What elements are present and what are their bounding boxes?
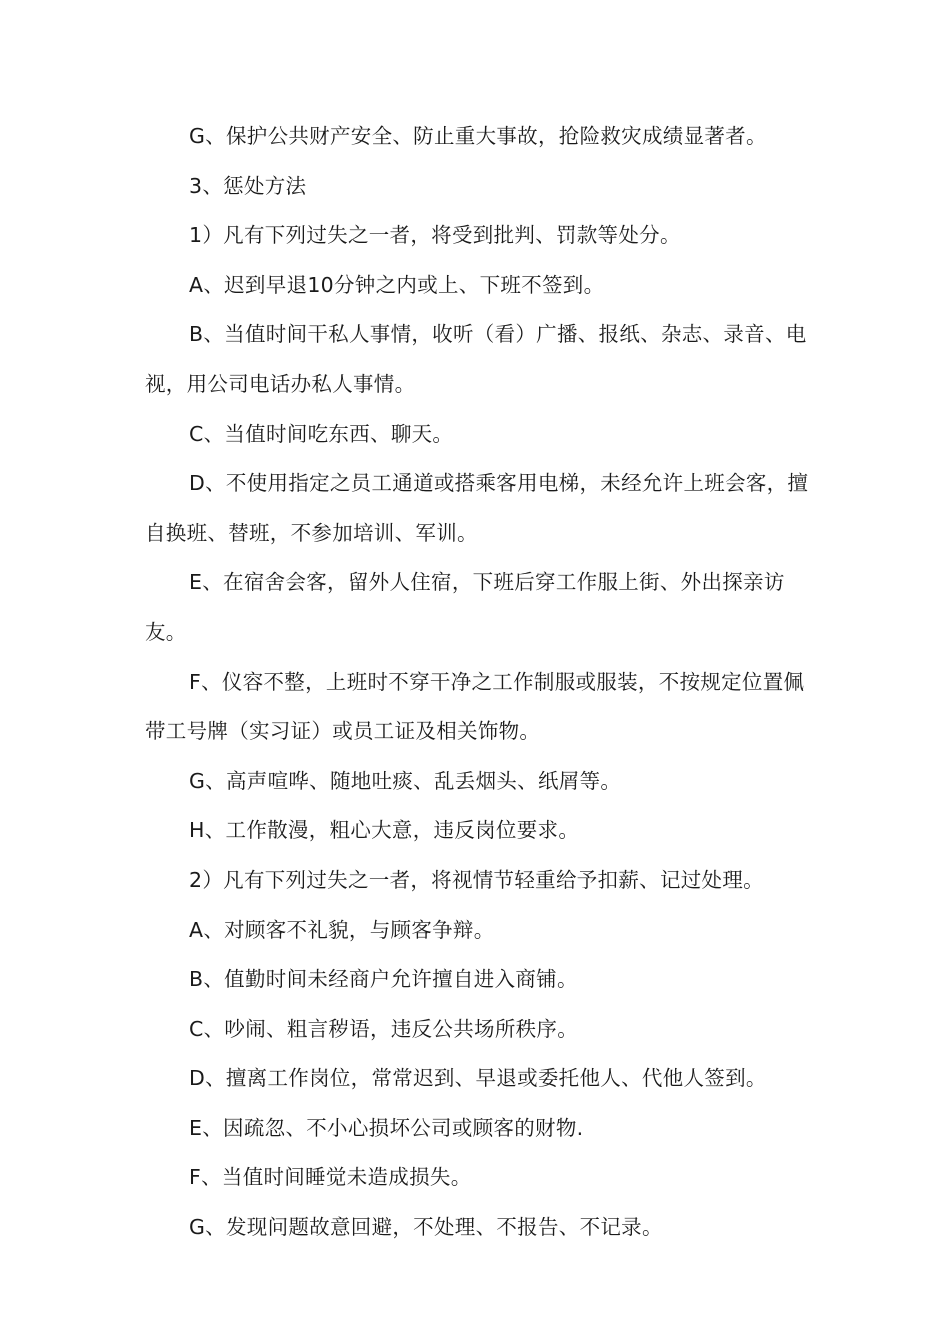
paragraph-1a: A、迟到早退10分钟之内或上、下班不签到。 — [189, 272, 605, 297]
paragraph-g-reward: G、保护公共财产安全、防止重大事故，抢险救灾成绩显著者。 — [189, 124, 767, 148]
paragraph-1e: E、在宿舍会客，留外人住宿，下班后穿工作服上街、外出探亲访友。 — [145, 570, 785, 644]
paragraph-2b: B、值勤时间未经商户允许擅自进入商铺。 — [189, 967, 578, 992]
paragraph-2g: G、发现问题故意回避，不处理、不报告、不记录。 — [189, 1215, 663, 1240]
paragraph-2a: A、对顾客不礼貌，与顾客争辩。 — [189, 917, 495, 942]
section-heading-punishment-methods: 3、惩处方法 — [189, 173, 307, 198]
paragraph-2c: C、吵闹、粗言秽语，违反公共场所秩序。 — [189, 1016, 579, 1041]
paragraph-1d: D、不使用指定之员工通道或搭乘客用电梯，未经允许上班会客，擅自换班、替班，不参加培训、军训。 — [145, 471, 809, 545]
paragraph-1g: G、高声喧哗、随地吐痰、乱丢烟头、纸屑等。 — [189, 768, 622, 793]
paragraph-1b: B、当值时间干私人事情，收听（看）广播、报纸、杂志、录音、电视，用公司电话办私人事情。 — [145, 322, 807, 396]
paragraph-2e: E、因疏忽、不小心损坏公司或顾客的财物. — [189, 1115, 584, 1140]
paragraph-rule-1-intro: 1）凡有下列过失之一者，将受到批判、罚款等处分。 — [189, 223, 681, 248]
paragraph-2f: F、当值时间睡觉未造成损失。 — [189, 1165, 472, 1190]
paragraph-1h: H、工作散漫，粗心大意，违反岗位要求。 — [189, 818, 580, 843]
paragraph-rule-2-intro: 2）凡有下列过失之一者，将视情节轻重给予扣薪、记过处理。 — [189, 867, 764, 892]
paragraph-1f: F、仪容不整，上班时不穿干净之工作制服或服装，不按规定位置佩带工号牌（实习证）或员工证及相关饰物。 — [145, 669, 805, 744]
document-body — [145, 112, 825, 1253]
paragraph-2d: D、擅离工作岗位，常常迟到、早退或委托他人、代他人签到。 — [189, 1066, 767, 1091]
paragraph-1c: C、当值时间吃东西、聊天。 — [189, 421, 454, 446]
